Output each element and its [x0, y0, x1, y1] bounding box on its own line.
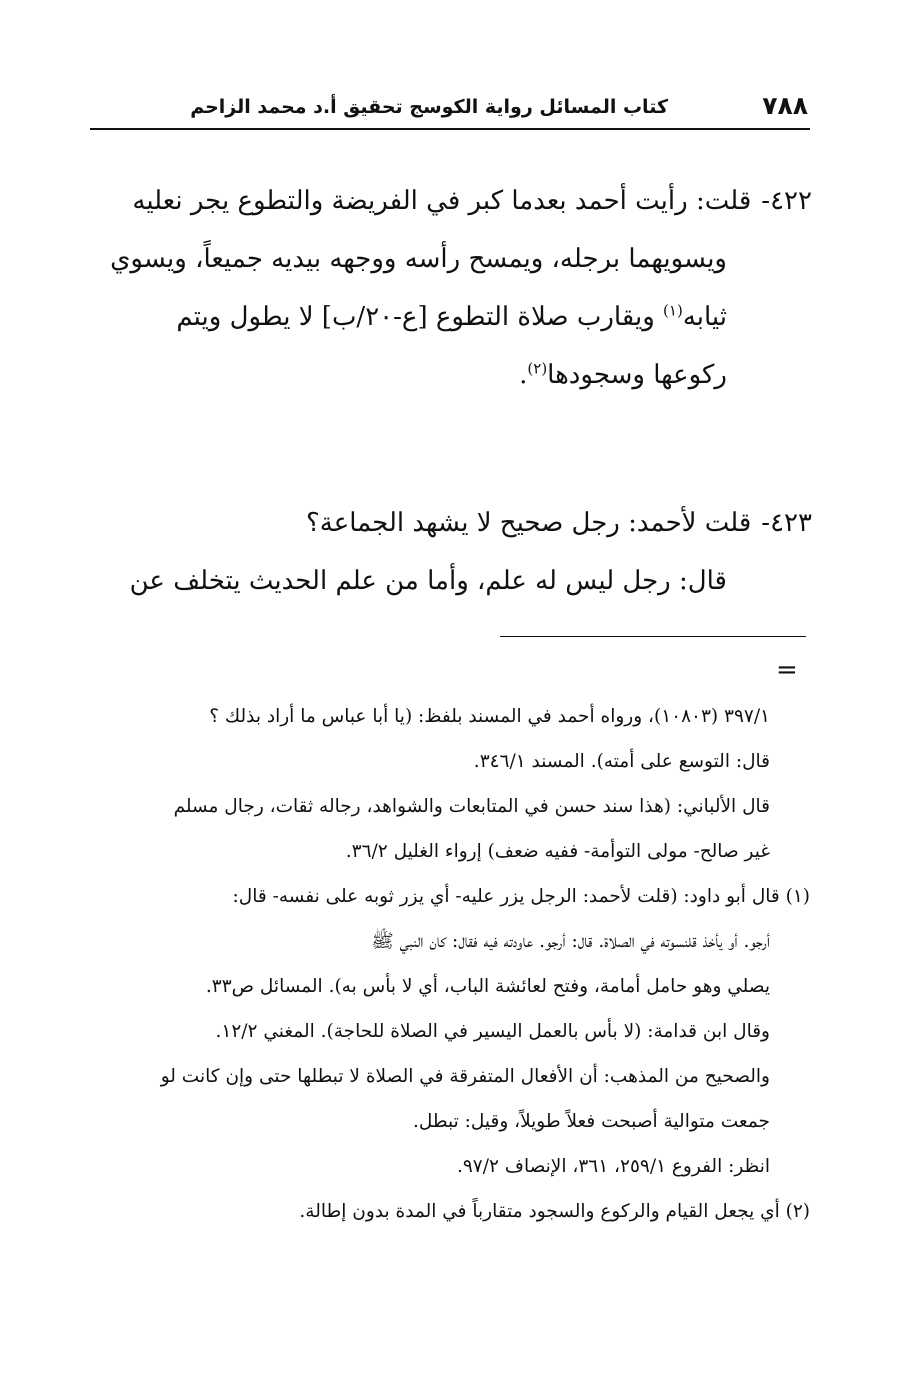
page-header [90, 88, 808, 126]
footnote-line: أرجو. أو يأخذ قلنسوته في الصلاة. قال: أرجو. عاودته فيه فقال: كان النبي ﷺ [371, 931, 770, 952]
issue-number: ٤٢٢- [761, 186, 812, 216]
footnote-mark: (٢) [527, 359, 548, 378]
main-text [88, 172, 812, 610]
footnote-line: جمعت متوالية أصبحت فعلاً طويلاً، وقيل: تبطل. [412, 1111, 770, 1132]
footnote-line: وقال ابن قدامة: (لا بأس بالعمل اليسير في الصلاة للحاجة). المغني ١٢/٢. [215, 1021, 770, 1042]
footnotes [88, 694, 810, 1234]
footnote-line: ٣٩٧/١ (١٠٨٠٣)، ورواه أحمد في المسند بلفظ: (يا أبا عباس ما أراد بذلك ؟ [209, 706, 770, 727]
footnote-line: (٢) أي يجعل القيام والركوع والسجود متقارباً في المدة بدون إطالة. [299, 1201, 810, 1222]
page-number: ٧٨٨ [762, 91, 808, 120]
footnote-line: غير صالح- مولى التوأمة- ففيه ضعف) إرواء الغليل ٣٦/٢. [345, 841, 770, 862]
footnote-line: انظر: الفروع ٢٥٩/١، ٣٦١، الإنصاف ٩٧/٢. [456, 1156, 770, 1177]
footnote-line: قال: التوسع على أمته). المسند ٣٤٦/١. [473, 751, 770, 772]
footnote-mark: (١) [663, 301, 683, 320]
footnote-line: والصحيح من المذهب: أن الأفعال المتفرقة في الصلاة لا تبطلها حتى وإن كانت لو [160, 1066, 770, 1087]
issue-line: قال: رجل ليس له علم، وأما من علم الحديث يتخلف عن [129, 566, 727, 596]
issue-line: ثيابه$^{(١)}$ ويقارب صلاة التطوع [ع-٢٠/ب] لا يطول ويتم [176, 301, 727, 332]
footnote-line: يصلي وهو حامل أمامة، وفتح لعائشة الباب، أي لا بأس به). المسائل ص٣٣. [205, 976, 770, 997]
issue-line: ٤٢٣-قلت لأحمد: رجل صحيح لا يشهد الجماعة؟ [305, 508, 812, 538]
issue-422 [88, 172, 812, 404]
issue-number: ٤٢٣- [761, 508, 812, 538]
footnote-continuation-mark: = [776, 655, 798, 685]
issue-line: ٤٢٢-قلت: رأيت أحمد بعدما كبر في الفريضة والتطوع يجر نعليه [132, 186, 812, 216]
footnote-line: قال الألباني: (هذا سند حسن في المتابعات والشواهد، رجاله ثقات، رجال مسلم [173, 796, 770, 817]
issue-line: ركوعها وسجودها$^{(٢)}$. [519, 359, 727, 390]
running-title: كتاب المسائل رواية الكوسج تحقيق أ.د محمد الزاحم [190, 96, 668, 118]
footnote-divider [500, 636, 806, 637]
issue-line: ويسويهما برجله، ويمسح رأسه ووجهه بيديه جميعاً، ويسوي [110, 244, 727, 274]
footnote-line: (١) قال أبو داود: (قلت لأحمد: الرجل يزر عليه- أي يزر ثوبه على نفسه- قال: [232, 886, 810, 907]
issue-423 [88, 494, 812, 610]
header-divider [90, 128, 810, 130]
